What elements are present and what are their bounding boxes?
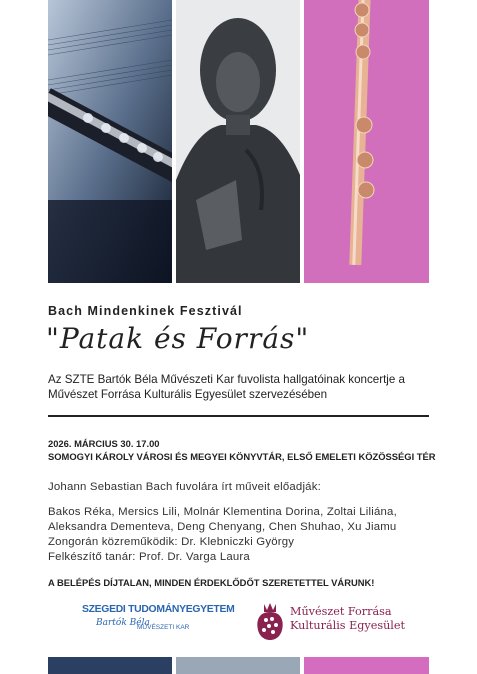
bach-statue-photo <box>176 0 300 283</box>
performers-line-2: Aleksandra Dementeva, Deng Chenyang, Chen Shuhao, Xu Jiamu <box>48 521 397 533</box>
teacher: Felkészítő tanár: Prof. Dr. Varga Laura <box>48 551 250 563</box>
festival-title: Bach Mindenkinek Fesztivál <box>48 304 243 318</box>
intro-text: Az SZTE Bartók Béla Művészeti Kar fuvolista hallgatóinak koncertje a Művészet Forrása Kulturális Egyesület szervezésében <box>48 373 405 401</box>
navy-color-bar <box>48 657 172 674</box>
concert-title: "Patak és Forrás" <box>46 322 310 355</box>
mfke-name-line-2: Kulturális Egyesület <box>290 618 405 632</box>
rose-gold-flute-photo <box>304 0 429 283</box>
pink-color-bar <box>304 657 429 674</box>
performers-line-1: Bakos Réka, Mersics Lili, Molnár Klementina Dorina, Zoltai Liliána, <box>48 506 397 518</box>
divider <box>48 415 429 417</box>
welcome-note: A BELÉPÉS DÍJTALAN, MINDEN ÉRDEKLŐDŐT SZERETETTEL VÁRUNK! <box>48 577 375 588</box>
event-date: 2026. MÁRCIUS 30. 17.00 <box>48 438 160 449</box>
grey-color-bar <box>176 657 300 674</box>
flute-on-sheet-music-photo <box>48 0 172 283</box>
mfke-name-line-1: Művészet Forrása <box>290 605 392 618</box>
szte-script: Bartók Béla <box>96 618 150 628</box>
szte-logo <box>82 604 235 640</box>
program-lead: Johann Sebastian Bach fuvolára írt műveit előadják: <box>48 481 321 493</box>
mfke-name <box>290 605 405 632</box>
event-venue: SOMOGYI KÁROLY VÁROSI ÉS MEGYEI KÖNYVTÁR, ELSŐ EMELETI KÖZÖSSÉGI TÉR <box>48 451 436 462</box>
performers-list <box>48 505 433 565</box>
accompanist: Zongorán közreműködik: Dr. Klebniczki György <box>48 536 295 548</box>
szte-faculty: MŰVÉSZETI KAR <box>137 624 190 631</box>
pomegranate-icon <box>256 600 284 640</box>
szte-name: SZEGEDI TUDOMÁNYEGYETEM <box>82 604 235 615</box>
